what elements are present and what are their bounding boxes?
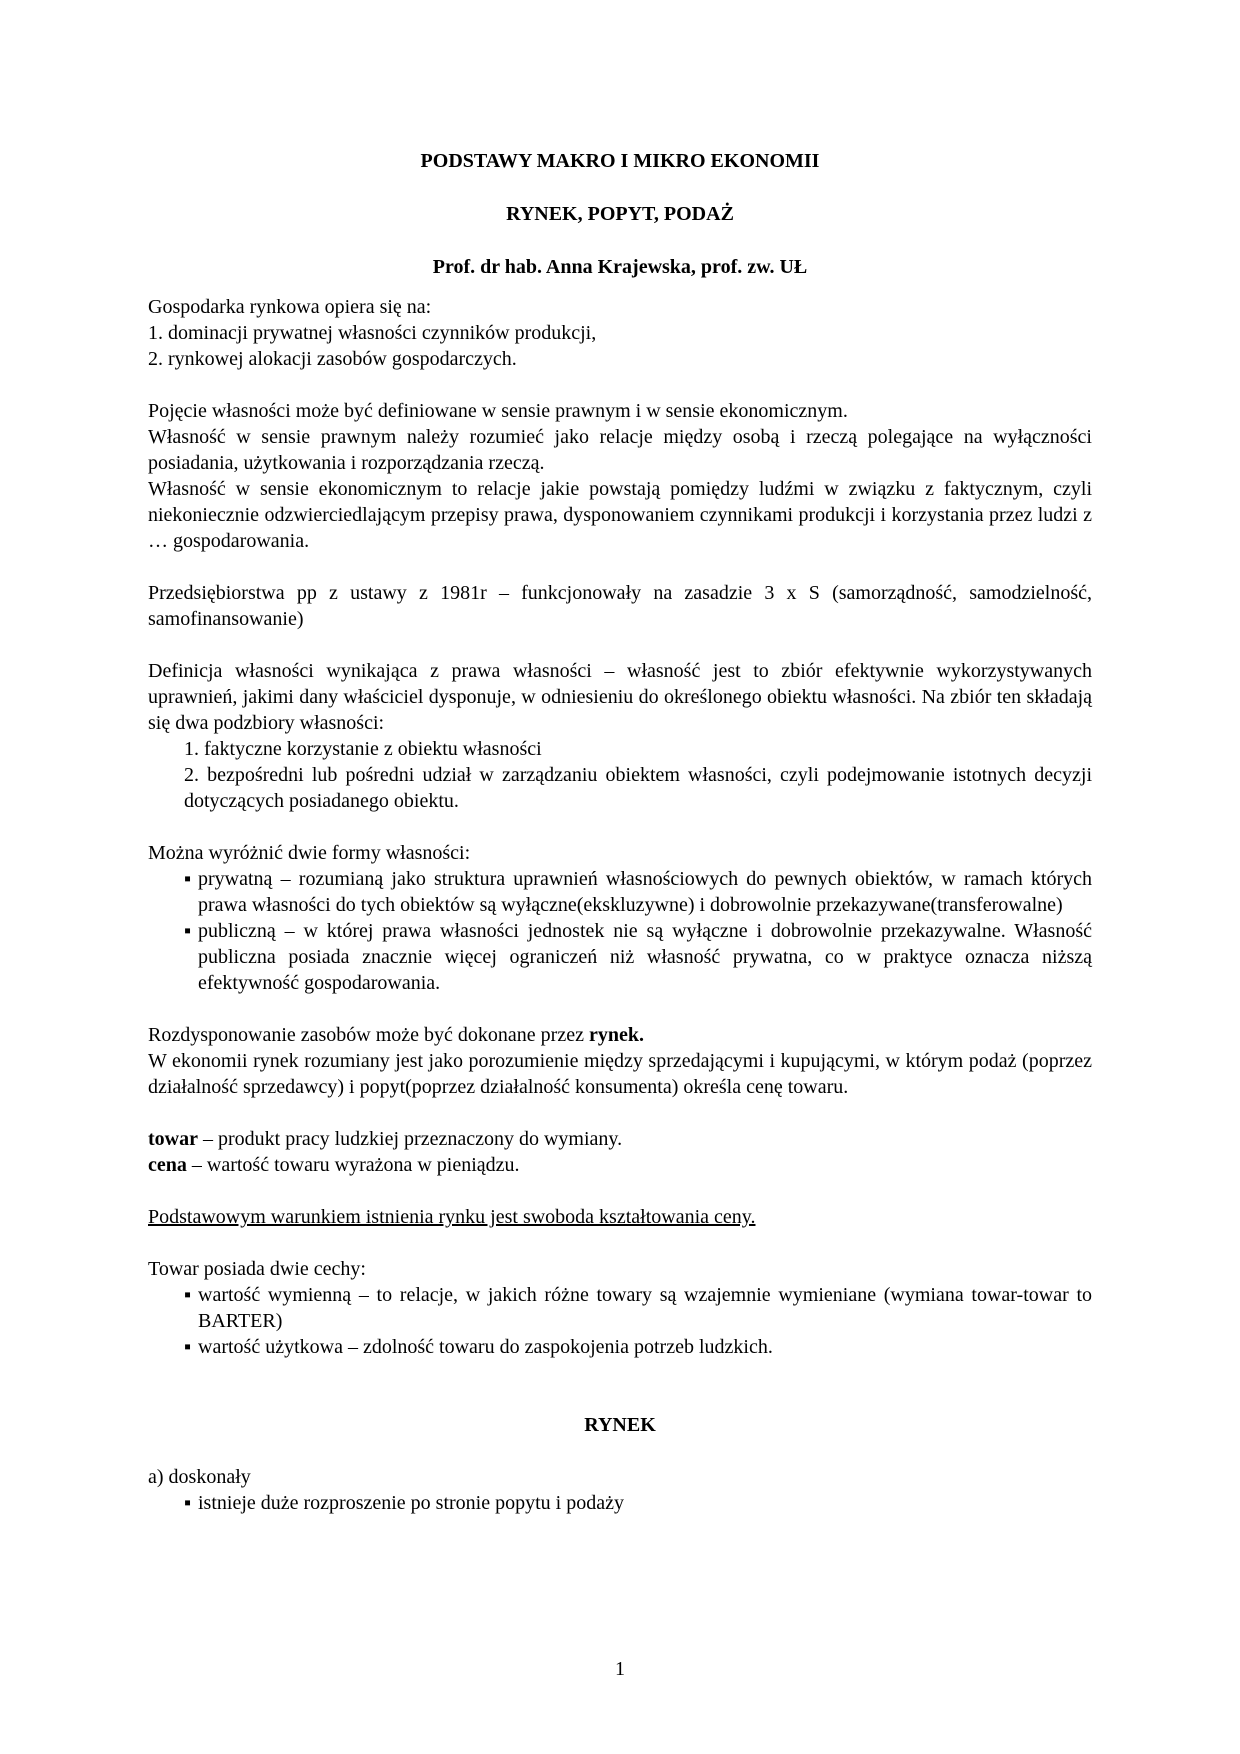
list-item-text: istnieje duże rozproszenie po stronie popytu i podaży (198, 1492, 624, 1514)
bullet-icon: ▪ (184, 868, 192, 890)
market-paragraph (148, 1022, 1092, 1048)
bullet-icon: ▪ (184, 1284, 192, 1306)
page-number: 1 (615, 1658, 625, 1680)
condition-section (148, 1204, 1092, 1230)
market-keyword: rynek. (588, 1024, 644, 1046)
market-text: Rozdysponowanie zasobów może być dokonane przez (148, 1024, 589, 1046)
intro-item: 2. rynkowej alokacji zasobów gospodarczych. (148, 348, 517, 370)
term-text: – wartość towaru wyrażona w pieniądzu. (186, 1154, 520, 1176)
rynek-section (148, 1464, 1092, 1516)
document-title: PODSTAWY MAKRO I MIKRO EKONOMII (420, 150, 820, 172)
terms-section (148, 1126, 1092, 1178)
list-item (162, 866, 1092, 918)
rynek-subpoint: a) doskonały (148, 1466, 251, 1488)
term-definition (148, 1152, 1092, 1178)
list-item-text: wartość wymienną – to relacje, w jakich różne towary są wzajemnie wymieniane (wymiana towar-towar to BARTER) (198, 1284, 1092, 1332)
definition-item: 2. bezpośredni lub pośredni udział w zarządzaniu obiektem własności, czyli podejmowanie istotnych decyzji dotyczących posiadanego obiektu. (184, 764, 1092, 812)
condition-text: Podstawowym warunkiem istnienia rynku jest swoboda kształtowania ceny. (148, 1206, 756, 1228)
intro-item: 1. dominacji prywatnej własności czynników produkcji, (148, 322, 597, 344)
page-content (148, 148, 1092, 1516)
definition-section (148, 658, 1092, 814)
list-item (162, 1490, 1092, 1516)
term-label: towar (148, 1128, 198, 1150)
list-item-text: publiczną – w której prawa własności jednostek nie są wyłączne i dobrowolnie przekazywalne. Własność publiczna posiada znacznie więcej ograniczeń niż własność prywatna, co w praktyce oznacza niższą efektywność gospodarowania. (198, 920, 1092, 994)
list-item-text: prywatną – rozumianą jako struktura uprawnień własnościowych do pewnych obiektów, w ramach których prawa własności do tych obiektów są wyłączne(ekskluzywne) i dobrowolnie przekazywane(transferowalne) (198, 868, 1092, 916)
term-text: – produkt pracy ludzkiej przeznaczony do wymiany. (197, 1128, 623, 1150)
document-subtitle: RYNEK, POPYT, PODAŻ (506, 203, 734, 225)
definition-paragraph: Definicja własności wynikająca z prawa własności – własność jest to zbiór efektywnie wykorzystywanych uprawnień, jakimi dany właściciel dysponuje, w odniesieniu do określonego obiektu własności. Na zbiór ten składają się dwa podzbiory własności: (148, 660, 1092, 734)
ownership-paragraph: Własność w sensie prawnym należy rozumieć jako relacje między osobą i rzeczą polegające na wyłączności posiadania, użytkowania i rozporządzania rzeczą. (148, 426, 1092, 474)
enterprises-section (148, 580, 1092, 632)
bullet-icon: ▪ (184, 1336, 192, 1358)
intro-lead: Gospodarka rynkowa opiera się na: (148, 296, 432, 318)
intro-section (148, 294, 1092, 372)
list-item (162, 1334, 1092, 1360)
list-item-text: wartość użytkowa – zdolność towaru do zaspokojenia potrzeb ludzkich. (198, 1336, 773, 1358)
ownership-paragraph: Pojęcie własności może być definiowane w sensie prawnym i w sensie ekonomicznym. (148, 400, 848, 422)
list-item (162, 918, 1092, 996)
bullet-icon: ▪ (184, 920, 192, 942)
section-heading: RYNEK (584, 1414, 656, 1436)
enterprises-paragraph: Przedsiębiorstwa pp z ustawy z 1981r – funkcjonowały na zasadzie 3 x S (samorządność, samodzielność, samofinansowanie) (148, 582, 1092, 630)
features-section (148, 1256, 1092, 1360)
list-item (162, 1282, 1092, 1334)
term-label: cena (148, 1154, 187, 1176)
market-section (148, 1022, 1092, 1100)
forms-section (148, 840, 1092, 996)
document-author: Prof. dr hab. Anna Krajewska, prof. zw. UŁ (432, 256, 808, 278)
market-paragraph: W ekonomii rynek rozumiany jest jako porozumienie między sprzedającymi i kupującymi, w którym podaż (poprzez działalność sprzedawcy) i popyt(poprzez działalność konsumenta) określa cenę towaru. (148, 1050, 1092, 1098)
features-lead: Towar posiada dwie cechy: (148, 1258, 366, 1280)
term-definition (148, 1126, 1092, 1152)
ownership-paragraph: Własność w sensie ekonomicznym to relacje jakie powstają pomiędzy ludźmi w związku z faktycznym, czyli niekoniecznie odzwierciedlającym przepisy prawa, dysponowaniem czynnikami produkcji i korzystania przez ludzi z … gospodarowania. (148, 478, 1092, 552)
bullet-icon: ▪ (184, 1492, 192, 1514)
definition-item: 1. faktyczne korzystanie z obiektu własności (184, 738, 542, 760)
forms-lead: Można wyróżnić dwie formy własności: (148, 842, 471, 864)
ownership-section (148, 398, 1092, 554)
